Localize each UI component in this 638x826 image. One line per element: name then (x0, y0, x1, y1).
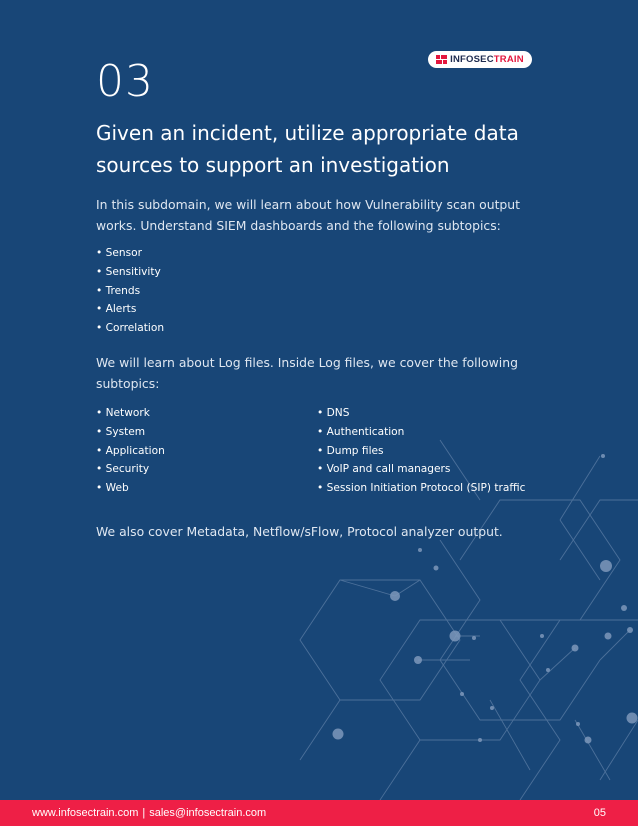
list-item: • Sensor (96, 247, 142, 259)
section-number: 03 (96, 56, 154, 107)
intro-paragraph: In this subdomain, we will learn about how Vulnerability scan output works. Understand SIEM dashboards and the following subtopics: (96, 197, 521, 233)
siem-topic-list (96, 244, 164, 338)
log-topic-list-right (317, 404, 525, 498)
infosectrain-logo (428, 51, 532, 68)
list-item: • Security (96, 463, 150, 476)
page-number: 05 (593, 807, 606, 819)
closing-paragraph: We also cover Metadata, Netflow/sFlow, Protocol analyzer output. (96, 524, 503, 539)
list-item: • VoIP and call managers (317, 463, 451, 476)
log-intro-paragraph: We will learn about Log files. Inside Log files, we cover the following subtopics: (96, 355, 518, 391)
footer-email-link[interactable]: sales@infosectrain.com (149, 807, 267, 819)
page-title: Given an incident, utilize appropriate data sources to support an investigation (96, 121, 519, 177)
list-item: • Correlation (96, 322, 165, 335)
list-item: • Web (96, 482, 129, 495)
list-item: • Trends (96, 284, 141, 297)
logo-text-infosec: INFOSEC (450, 54, 494, 65)
footer-website-link[interactable]: www.infosectrain.com (32, 807, 139, 819)
footer-bar (0, 800, 638, 826)
list-item: • DNS (317, 407, 350, 419)
list-item: • Application (96, 444, 165, 457)
logo-text-train: TRAIN (493, 54, 524, 65)
list-item: • Alerts (96, 303, 137, 316)
list-item: • Network (96, 407, 150, 419)
list-item: • System (96, 425, 146, 438)
list-item: • Dump files (317, 444, 384, 457)
footer-separator: | (142, 807, 146, 819)
log-topic-list-left (96, 404, 165, 498)
infosectrain-logo-icon (436, 55, 447, 64)
footer-contact (32, 807, 266, 819)
list-item: • Authentication (317, 425, 405, 438)
list-item: • Sensitivity (96, 265, 161, 278)
list-item: • Session Initiation Protocol (SIP) traffic (317, 482, 526, 495)
